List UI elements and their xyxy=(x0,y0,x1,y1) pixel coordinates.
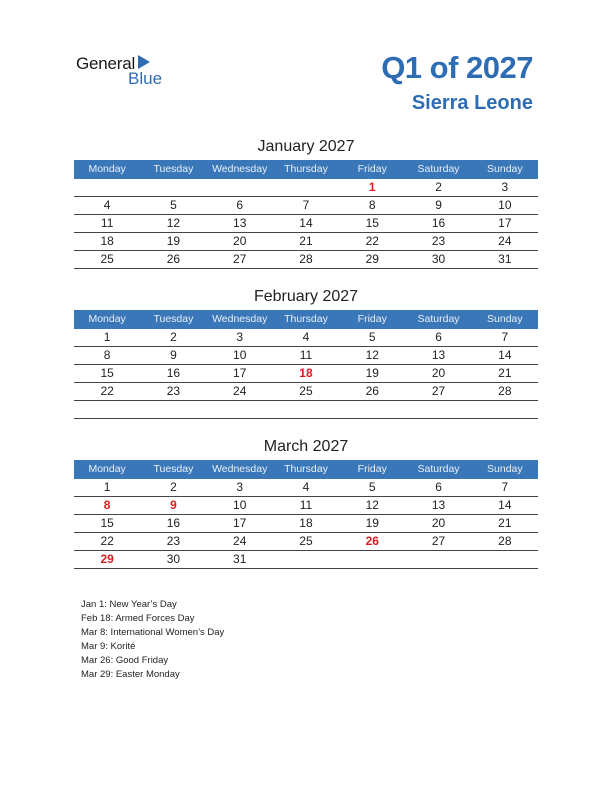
day-cell: 9 xyxy=(170,498,177,512)
day-cell: 29 xyxy=(100,552,114,566)
day-cell: 26 xyxy=(365,534,379,548)
page-title: Q1 of 2027 xyxy=(381,50,533,85)
day-cell: 2 xyxy=(170,480,177,494)
month-title: January 2027 xyxy=(257,138,355,155)
day-cell: 18 xyxy=(100,234,114,248)
day-cell xyxy=(140,179,206,196)
weekday-header xyxy=(74,460,538,479)
weekday-label: Thursday xyxy=(284,163,328,175)
day-cell xyxy=(339,401,405,418)
week-row xyxy=(74,329,538,347)
day-cell xyxy=(405,551,471,568)
day-cell xyxy=(273,551,339,568)
day-cell: 1 xyxy=(368,180,376,194)
day-cell: 16 xyxy=(166,516,181,530)
week-row xyxy=(74,401,538,419)
weekday-header xyxy=(74,160,538,179)
month-title: February 2027 xyxy=(253,288,359,305)
day-cell: 16 xyxy=(166,366,181,380)
day-cell: 26 xyxy=(166,252,181,266)
day-cell: 20 xyxy=(431,366,446,380)
week-row xyxy=(74,551,538,569)
day-cell: 6 xyxy=(236,198,244,212)
day-cell xyxy=(207,401,273,418)
day-cell: 23 xyxy=(166,534,181,548)
week-row xyxy=(74,233,538,251)
weekday-label: Monday xyxy=(88,163,126,175)
weekday-label: Monday xyxy=(88,313,126,325)
weekday-label: Saturday xyxy=(417,313,460,325)
week-row xyxy=(74,497,538,515)
week-row xyxy=(74,347,538,365)
day-cell: 19 xyxy=(365,366,379,380)
holiday-entry: Jan 1: New Year’s Day xyxy=(81,599,177,610)
weekday-label: Sunday xyxy=(487,463,523,475)
day-cell: 28 xyxy=(498,534,512,548)
holiday-list xyxy=(81,598,224,682)
day-cell: 9 xyxy=(435,198,442,212)
day-cell: 14 xyxy=(498,498,512,512)
weekday-label: Monday xyxy=(88,463,126,475)
weekday-label: Wednesday xyxy=(212,163,268,175)
day-cell: 19 xyxy=(166,234,181,248)
day-cell xyxy=(207,179,273,196)
day-cell: 13 xyxy=(431,498,446,512)
weekday-label: Friday xyxy=(357,463,387,475)
day-cell: 2 xyxy=(435,180,442,194)
day-cell: 19 xyxy=(365,516,379,530)
day-cell xyxy=(472,551,538,568)
day-cell: 23 xyxy=(166,384,181,398)
week-row xyxy=(74,197,538,215)
weekday-label: Tuesday xyxy=(153,463,194,475)
holiday-entry: Mar 8: International Women’s Day xyxy=(81,627,225,638)
day-cell: 8 xyxy=(368,198,376,212)
day-cell: 4 xyxy=(103,198,111,212)
day-cell: 7 xyxy=(501,480,509,494)
day-cell: 4 xyxy=(302,480,310,494)
logo-text-blue: Blue xyxy=(128,69,163,88)
week-row xyxy=(74,179,538,197)
day-cell: 6 xyxy=(435,330,442,344)
country-name: Sierra Leone xyxy=(411,92,533,114)
day-cell: 21 xyxy=(299,234,313,248)
day-cell: 12 xyxy=(365,348,379,362)
day-cell: 28 xyxy=(498,384,512,398)
day-cell: 28 xyxy=(299,252,313,266)
day-cell: 21 xyxy=(498,366,512,380)
day-cell: 10 xyxy=(233,348,247,362)
day-cell: 17 xyxy=(498,216,512,230)
day-cell: 17 xyxy=(233,516,247,530)
day-cell: 15 xyxy=(100,366,114,380)
day-cell: 15 xyxy=(100,516,114,530)
day-cell: 18 xyxy=(299,516,313,530)
day-cell: 30 xyxy=(166,552,181,566)
month-march xyxy=(74,438,538,569)
week-row xyxy=(74,251,538,269)
weekday-label: Tuesday xyxy=(153,163,194,175)
day-cell: 24 xyxy=(233,384,247,398)
month-grid xyxy=(74,329,538,419)
weekday-label: Wednesday xyxy=(212,313,268,325)
week-row xyxy=(74,533,538,551)
day-cell: 25 xyxy=(299,384,313,398)
weekday-label: Thursday xyxy=(284,463,328,475)
day-cell: 16 xyxy=(431,216,446,230)
day-cell: 27 xyxy=(431,534,446,548)
day-cell: 23 xyxy=(431,234,446,248)
month-grid xyxy=(74,179,538,269)
weekday-label: Sunday xyxy=(487,163,523,175)
day-cell: 2 xyxy=(170,330,177,344)
day-cell: 20 xyxy=(233,234,247,248)
day-cell: 11 xyxy=(299,498,313,512)
logo xyxy=(76,52,176,92)
day-cell: 27 xyxy=(431,384,446,398)
weekday-label: Saturday xyxy=(417,163,460,175)
day-cell xyxy=(405,401,471,418)
day-cell: 1 xyxy=(103,480,111,494)
holiday-entry: Feb 18: Armed Forces Day xyxy=(81,613,195,624)
day-cell: 11 xyxy=(299,348,313,362)
day-cell: 31 xyxy=(498,252,512,266)
holiday-entry: Mar 29: Easter Monday xyxy=(81,669,180,680)
logo-text-general: General xyxy=(76,54,136,73)
day-cell: 13 xyxy=(431,348,446,362)
day-cell: 22 xyxy=(100,534,114,548)
day-cell: 10 xyxy=(233,498,247,512)
day-cell: 12 xyxy=(365,498,379,512)
day-cell xyxy=(74,179,140,196)
day-cell: 27 xyxy=(233,252,247,266)
month-grid xyxy=(74,479,538,569)
holiday-entry: Mar 26: Good Friday xyxy=(81,655,169,666)
weekday-label: Friday xyxy=(357,313,387,325)
weekday-label: Wednesday xyxy=(212,463,268,475)
day-cell: 21 xyxy=(498,516,512,530)
day-cell: 22 xyxy=(100,384,114,398)
week-row xyxy=(74,479,538,497)
day-cell: 5 xyxy=(368,480,376,494)
day-cell: 14 xyxy=(498,348,512,362)
day-cell: 24 xyxy=(233,534,247,548)
day-cell: 26 xyxy=(365,384,379,398)
day-cell xyxy=(472,401,538,418)
day-cell: 7 xyxy=(302,198,310,212)
day-cell xyxy=(339,551,405,568)
day-cell: 25 xyxy=(299,534,313,548)
day-cell: 3 xyxy=(501,180,509,194)
month-title: March 2027 xyxy=(263,438,349,455)
day-cell: 25 xyxy=(100,252,114,266)
day-cell: 15 xyxy=(365,216,379,230)
week-row xyxy=(74,383,538,401)
day-cell: 10 xyxy=(498,198,512,212)
day-cell xyxy=(273,401,339,418)
day-cell: 20 xyxy=(431,516,446,530)
day-cell: 9 xyxy=(170,348,177,362)
day-cell: 29 xyxy=(365,252,379,266)
day-cell: 8 xyxy=(103,348,111,362)
day-cell: 30 xyxy=(431,252,446,266)
day-cell: 6 xyxy=(435,480,442,494)
weekday-label: Tuesday xyxy=(153,313,194,325)
week-row xyxy=(74,515,538,533)
day-cell: 14 xyxy=(299,216,313,230)
day-cell: 31 xyxy=(233,552,247,566)
holiday-entry: Mar 9: Korité xyxy=(81,641,136,652)
day-cell: 3 xyxy=(236,330,244,344)
day-cell: 5 xyxy=(170,198,177,212)
day-cell: 11 xyxy=(100,216,114,230)
day-cell: 12 xyxy=(166,216,181,230)
weekday-label: Sunday xyxy=(487,313,523,325)
day-cell: 7 xyxy=(501,330,509,344)
week-row xyxy=(74,215,538,233)
day-cell: 17 xyxy=(233,366,247,380)
day-cell: 13 xyxy=(233,216,247,230)
month-february xyxy=(74,288,538,419)
day-cell: 5 xyxy=(368,330,376,344)
weekday-label: Friday xyxy=(357,163,387,175)
week-row xyxy=(74,365,538,383)
weekday-header xyxy=(74,310,538,329)
logo-flag-icon xyxy=(138,55,150,69)
day-cell: 22 xyxy=(365,234,379,248)
day-cell: 8 xyxy=(103,498,111,512)
day-cell: 4 xyxy=(302,330,310,344)
day-cell: 3 xyxy=(236,480,244,494)
day-cell xyxy=(74,401,140,418)
day-cell xyxy=(140,401,206,418)
month-january xyxy=(74,138,538,269)
day-cell: 1 xyxy=(103,330,111,344)
day-cell: 18 xyxy=(299,366,313,380)
weekday-label: Saturday xyxy=(417,463,460,475)
day-cell: 24 xyxy=(498,234,512,248)
day-cell xyxy=(273,179,339,196)
weekday-label: Thursday xyxy=(284,313,328,325)
